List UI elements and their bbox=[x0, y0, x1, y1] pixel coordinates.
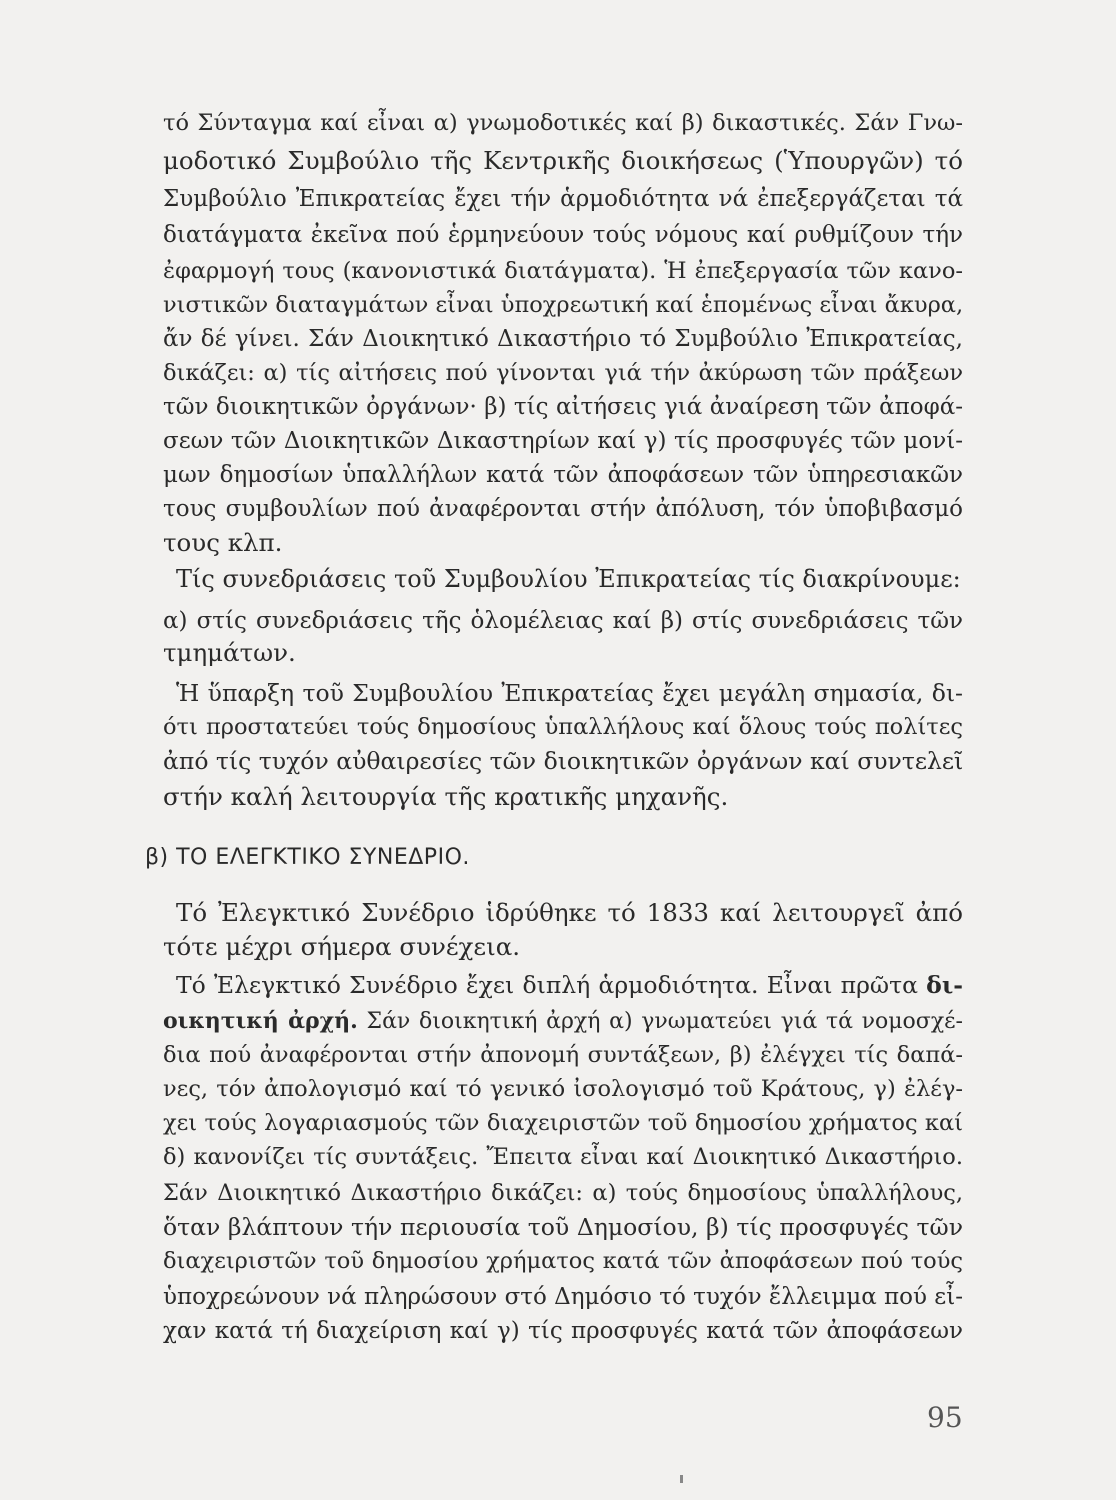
text-line: τους κλπ. bbox=[163, 528, 283, 557]
scan-speck bbox=[680, 1475, 683, 1483]
text-line: τους συμβουλίων πού ἀναφέρονται στήν ἀπόλυση, τόν ὑποβιβασμό bbox=[163, 496, 963, 522]
text-line: στήν καλή λειτουργία τῆς κρατικῆς μηχανῆς. bbox=[163, 782, 729, 811]
text-line: ἐφαρμογή τους (κανονιστικά διατάγματα). Ἡ ἐπεξεργασία τῶν κανο- bbox=[163, 258, 963, 284]
text-line: ἄν δέ γίνει. Σάν Διοικητικό Δικαστήριο τό Συμβούλιο Ἐπικρατείας, bbox=[163, 326, 963, 352]
text-line: Τό Ἐλεγκτικό Συνέδριο ἱδρύθηκε τό 1833 καί λειτουργεῖ ἀπό bbox=[176, 898, 963, 927]
text-line: τῶν διοικητικῶν ὀργάνων· β) τίς αἰτήσεις γιά ἀναίρεση τῶν ἀποφά- bbox=[163, 394, 963, 420]
text-line: ἀπό τίς τυχόν αὐθαιρεσίες τῶν διοικητικῶν ὀργάνων καί συντελεῖ bbox=[163, 747, 964, 775]
text-line: Ἡ ὕπαρξη τοῦ Συμβουλίου Ἐπικρατείας ἔχει μεγάλη σημασία, δι- bbox=[176, 679, 963, 707]
text-line: ὑποχρεώνουν νά πληρώσουν στό Δημόσιο τό τυχόν ἔλλειμμα πού εἶ- bbox=[163, 1284, 964, 1310]
text-line: Συμβούλιο Ἐπικρατείας ἔχει τήν ἁρμοδιότητα νά ἐπεξεργάζεται τά bbox=[163, 186, 963, 212]
text-line: Σάν Διοικητικό Δικαστήριο δικάζει: α) τούς δημοσίους ὑπαλλήλους, bbox=[163, 1180, 963, 1206]
text-line: μων δημοσίων ὑπαλλήλων κατά τῶν ἀποφάσεων τῶν ὑπηρεσιακῶν bbox=[163, 462, 963, 488]
bold-term: οικητική ἀρχή. bbox=[163, 1008, 358, 1034]
text-line: τό Σύνταγμα καί εἶναι α) γνωμοδοτικές καί β) δικαστικές. Σάν Γνω- bbox=[163, 110, 963, 136]
text-line: τμημάτων. bbox=[163, 638, 296, 667]
text-line: Τό Ἐλεγκτικό Συνέδριο ἔχει διπλή ἁρμοδιότητα. Εἶναι πρῶτα δι- bbox=[176, 971, 963, 999]
text-line: χαν κατά τή διαχείριση καί γ) τίς προσφυγές κατά τῶν ἀποφάσεων bbox=[163, 1318, 963, 1344]
text-line: διατάγματα ἐκεῖνα πού ἑρμηνεύουν τούς νόμους καί ρυθμίζουν τήν bbox=[163, 222, 963, 248]
text-line: δια πού ἀναφέρονται στήν ἀπονομή συντάξεων, β) ἐλέγχει τίς δαπά- bbox=[163, 1042, 963, 1068]
section-heading: β) ΤΟ ΕΛΕΓΚΤΙΚΟ ΣΥΝΕΔΡΙΟ. bbox=[145, 845, 470, 870]
text-line: Τίς συνεδριάσεις τοῦ Συμβουλίου Ἐπικρατείας τίς διακρίνουμε: bbox=[176, 565, 961, 593]
text-line: σεων τῶν Διοικητικῶν Δικαστηρίων καί γ) τίς προσφυγές τῶν μονί- bbox=[163, 428, 963, 454]
text-line: δικάζει: α) τίς αἰτήσεις πού γίνονται γιά τήν ἀκύρωση τῶν πράξεων bbox=[163, 360, 963, 386]
text-line: νες, τόν ἀπολογισμό καί τό γενικό ἰσολογισμό τοῦ Κράτους, γ) ἐλέγ- bbox=[163, 1076, 963, 1102]
text-line: μοδοτικό Συμβούλιο τῆς Κεντρικῆς διοικήσεως (Ὑπουργῶν) τό bbox=[163, 146, 963, 175]
text-line: α) στίς συνεδριάσεις τῆς ὁλομέλειας καί β) στίς συνεδριάσεις τῶν bbox=[163, 608, 963, 634]
text-line: ὅταν βλάπτουν τήν περιουσία τοῦ Δημοσίου, β) τίς προσφυγές τῶν bbox=[163, 1213, 963, 1241]
text-line: ότι προστατεύει τούς δημοσίους ὑπαλλήλους καί ὅλους τούς πολίτες bbox=[163, 714, 963, 740]
text-line: διαχειριστῶν τοῦ δημοσίου χρήματος κατά τῶν ἀποφάσεων πού τούς bbox=[163, 1248, 963, 1274]
text-line: τότε μέχρι σήμερα συνέχεια. bbox=[163, 932, 521, 961]
text-line: χει τούς λογαριασμούς τῶν διαχειριστῶν τοῦ δημοσίου χρήματος καί bbox=[163, 1110, 963, 1136]
text-line: δ) κανονίζει τίς συντάξεις. Ἔπειτα εἶναι καί Διοικητικό Δικαστήριο. bbox=[163, 1144, 963, 1170]
text-line: νιστικῶν διαταγμάτων εἶναι ὑποχρεωτική καί ἑπομένως εἶναι ἄκυρα, bbox=[163, 292, 964, 318]
text-line: οικητική ἀρχή. Σάν διοικητική ἀρχή α) γνωματεύει γιά τά νομοσχέ- bbox=[163, 1008, 963, 1034]
bold-term: δι- bbox=[926, 971, 963, 999]
page-number: 95 bbox=[927, 1401, 963, 1434]
